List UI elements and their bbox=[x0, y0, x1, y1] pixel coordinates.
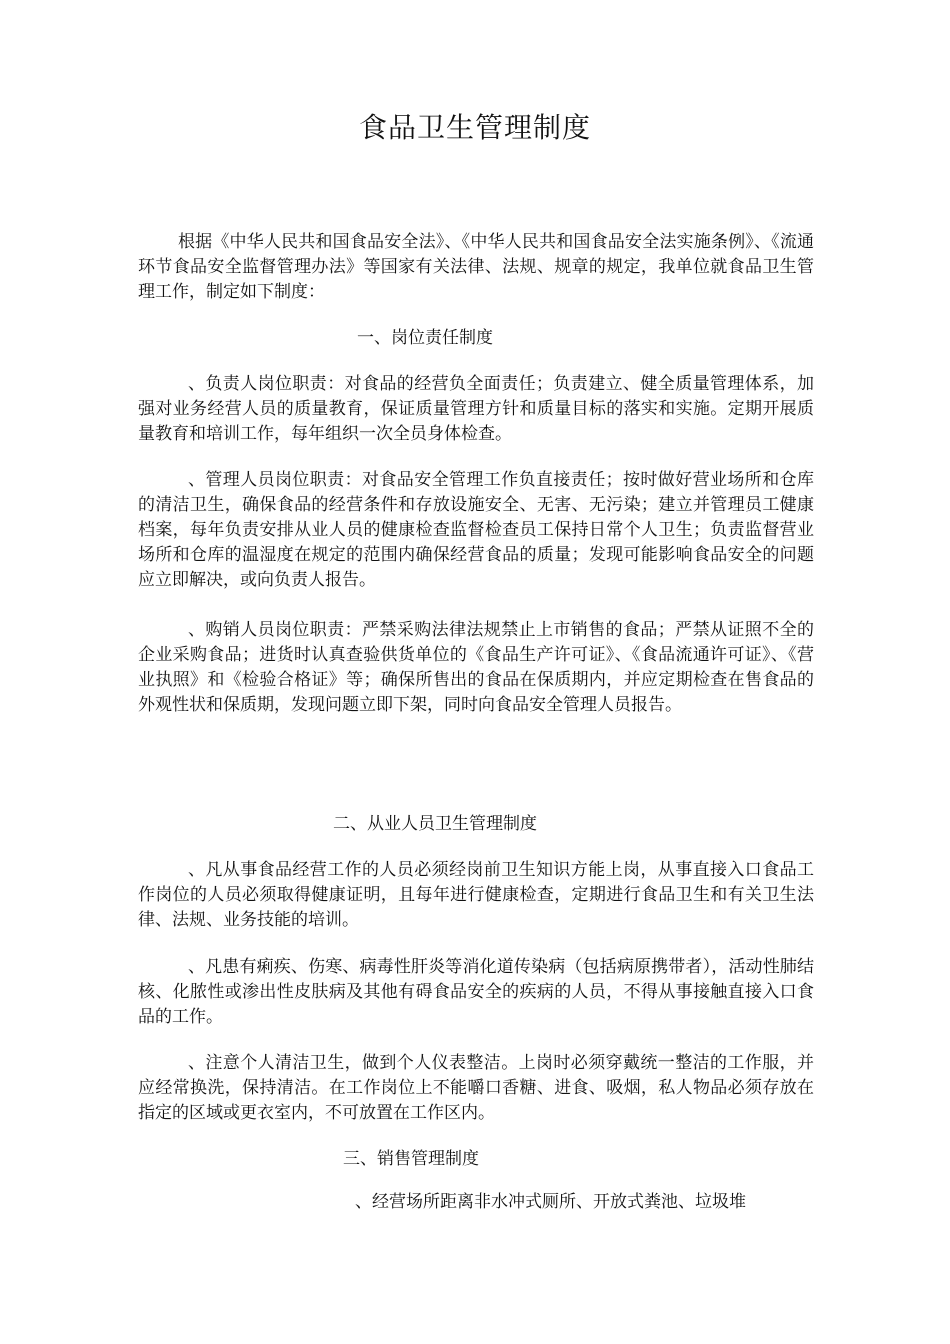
section-heading-3: 三、销售管理制度 bbox=[343, 1149, 479, 1169]
section-heading-2: 二、从业人员卫生管理制度 bbox=[333, 814, 537, 834]
document-title: 食品卫生管理制度 bbox=[358, 111, 591, 144]
paragraph-1-2: 、管理人员岗位职责：对食品安全管理工作负直接责任；按时做好营业场所和仓库的清洁卫生，确保食品的经营条件和存放设施安全、无害、无污染；建立并管理员工健康档案，每年负责安排从业人员的健康检查监督检查员工保持日常个人卫生；负责监督营业场所和仓库的温湿度在规定的范围内确保经营食品的质量；发现可能影响食品安全的问题应立即解决，或向负责人报告。 bbox=[138, 470, 814, 590]
paragraph-2-1: 、凡从事食品经营工作的人员必须经岗前卫生知识方能上岗，从事直接入口食品工作岗位的人员必须取得健康证明，且每年进行健康检查，定期进行食品卫生和有关卫生法律、法规、业务技能的培训。 bbox=[138, 860, 814, 930]
section-heading-1: 一、岗位责任制度 bbox=[357, 328, 493, 348]
paragraph-3-1: 、经营场所距离非水冲式厕所、开放式粪池、垃圾堆 bbox=[355, 1192, 746, 1212]
intro-paragraph: 根据《中华人民共和国食品安全法》、《中华人民共和国食品安全法实施条例》、《流通环节食品安全监督管理办法》等国家有关法律、法规、规章的规定，我单位就食品卫生管理工作，制定如下制度： bbox=[138, 232, 814, 302]
paragraph-2-3: 、注意个人清洁卫生，做到个人仪表整洁。上岗时必须穿戴统一整洁的工作服，并应经常换洗，保持清洁。在工作岗位上不能嚼口香糖、进食、吸烟，私人物品必须存放在指定的区域或更衣室内，不可放置在工作区内。 bbox=[138, 1053, 814, 1123]
paragraph-1-1: 、负责人岗位职责：对食品的经营负全面责任；负责建立、健全质量管理体系，加强对业务经营人员的质量教育，保证质量管理方针和质量目标的落实和实施。定期开展质量教育和培训工作，每年组织一次全员身体检查。 bbox=[138, 374, 814, 444]
paragraph-2-2: 、凡患有痢疾、伤寒、病毒性肝炎等消化道传染病（包括病原携带者），活动性肺结核、化脓性或渗出性皮肤病及其他有碍食品安全的疾病的人员，不得从事接触直接入口食品的工作。 bbox=[138, 957, 814, 1027]
paragraph-1-3: 、购销人员岗位职责：严禁采购法律法规禁止上市销售的食品；严禁从证照不全的企业采购食品；进货时认真查验供货单位的《食品生产许可证》、《食品流通许可证》、《营业执照》和《检验合格证》等；确保所售出的食品在保质期内，并应定期检查在售食品的外观性状和保质期，发现问题立即下架，同时向食品安全管理人员报告。 bbox=[138, 620, 814, 715]
